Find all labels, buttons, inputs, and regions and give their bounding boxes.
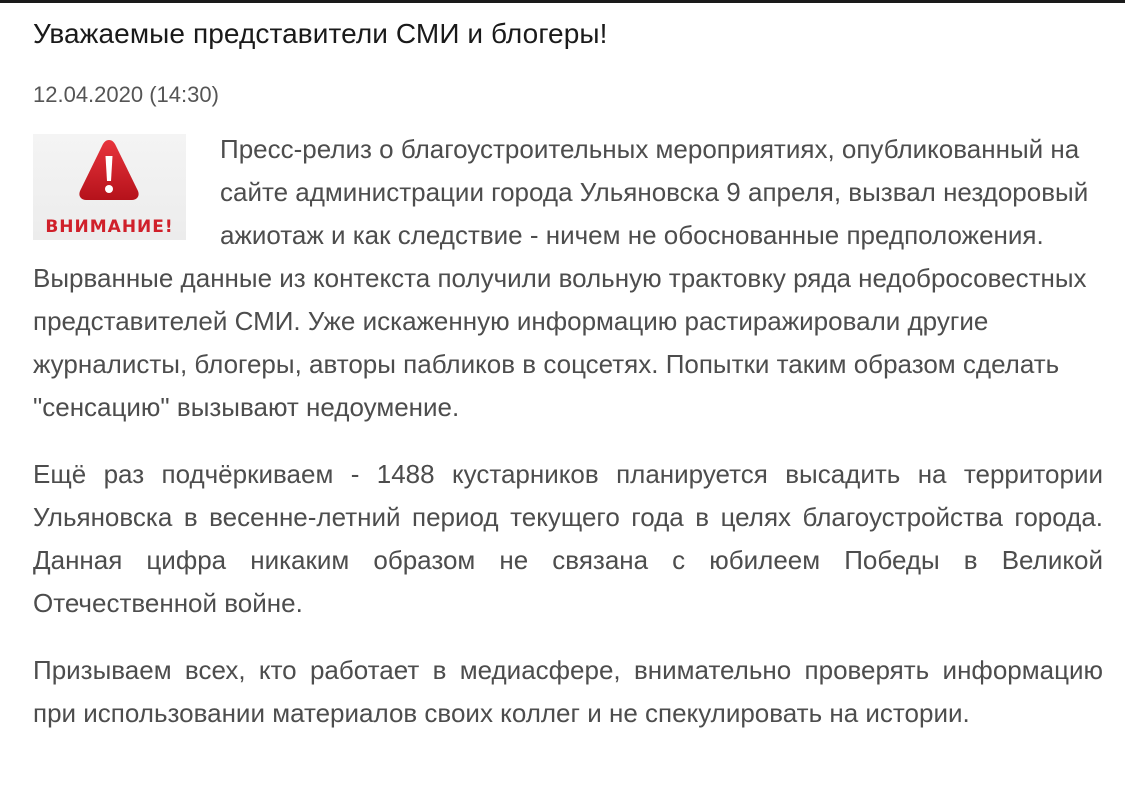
article-body [33,128,1103,735]
paragraph-2: Ещё раз подчёркиваем - 1488 кустарников планируется высадить на территории Ульяновска в весенне-летний период текущего года в целях благоустройства города. Данная цифра никаким образом не связана с юбилеем Победы в Великой Отечественной войне. [33,459,1103,618]
paragraph-3: Призываем всех, кто работает в медиасфере, внимательно проверять информацию при использовании материалов своих коллег и не спекулировать на истории. [33,655,1103,728]
article-title: Уважаемые представители СМИ и блогеры! [33,18,608,49]
warning-image [33,134,186,240]
warning-label: ВНИМАНИЕ! [45,217,174,237]
top-divider [0,0,1125,3]
warning-triangle-icon [77,136,141,204]
paragraph-1: Пресс-релиз о благоустроительных мероприятиях, опубликованный на сайте администрации города Ульяновска 9 апреля, вызвал нездоровый ажиотаж и как следствие - ничем не обоснованные предположения. Вырванные данные из контекста получили вольную трактовку ряда недобросовестных представителей СМИ. Уже искаженную информацию растиражировали другие журналисты, блогеры, авторы пабликов в соцсетях. Попытки таким образом сделать "сенсацию" вызывают недоумение. [33,134,1089,422]
article-date: 12.04.2020 (14:30) [33,82,219,107]
